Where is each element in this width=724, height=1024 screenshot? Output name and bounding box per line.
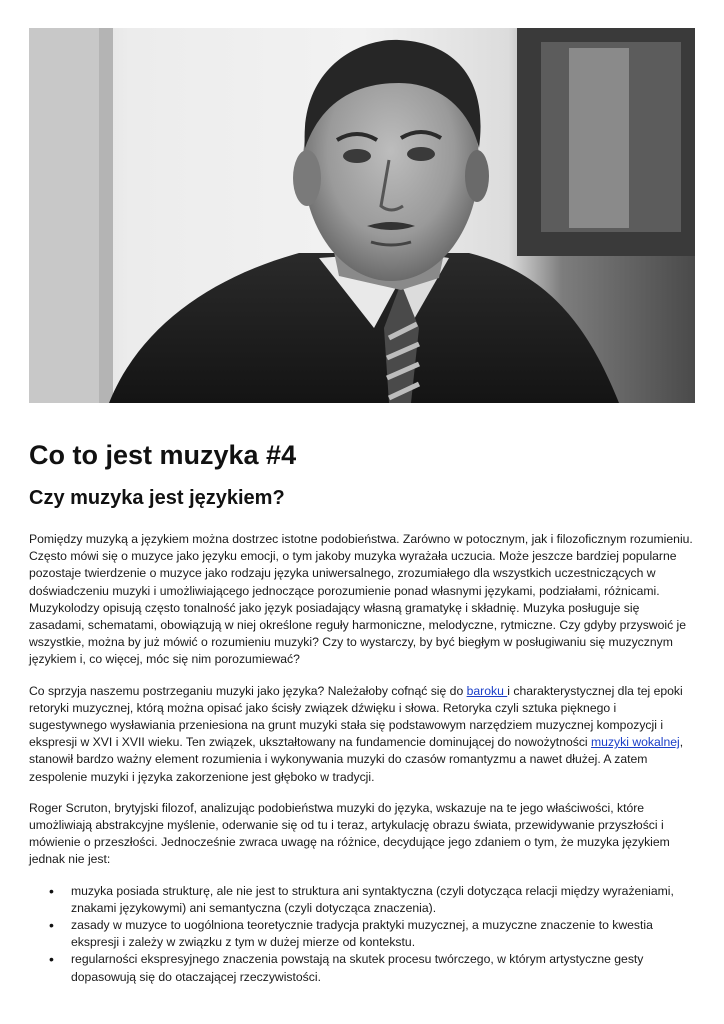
- article-title: Co to jest muzyka #4: [29, 440, 297, 470]
- vocal-music-link[interactable]: muzyki wokalnej: [591, 735, 680, 750]
- bullet-list: [29, 883, 697, 986]
- list-item: • regularności ekspresyjnego znaczenia powstają na skutek procesu twórczego, w którym artystyczne gesty dopasowują się do otaczającej rzeczywistości.: [71, 951, 697, 985]
- list-item: • muzyka posiada strukturę, ale nie jest to struktura ani syntaktyczna (czyli dotycząca relacji między wyrażeniami, znakami językowymi) ani semantyczna (czyli dotycząca znaczenia).: [71, 883, 697, 917]
- paragraph-2-text-b: i charakterystycznej dla tej epoki retoryki muzycznej, którą można opisać jako ścisły związek dźwięku i słowa. Retoryka czyli sztuka pięknego i sugestywnego wysławiania przeniesiona na grunt muzyki stała się podstawowym narzędziem muzycznej kompozycji i ekspresji w XVI i XVII wieku. Ten związek, ukształtowany na fundamencie dominującej do nowożytności: [29, 683, 683, 750]
- paragraph-2-text-a: Co sprzyja naszemu postrzeganiu muzyki jako języka? Należałoby cofnąć się do: [29, 683, 467, 698]
- portrait-illustration: [29, 28, 695, 403]
- paragraph-1: Pomiędzy muzyką a językiem można dostrzec istotne podobieństwa. Zarówno w potocznym, jak i filozoficznym rozumieniu. Często mówi się o muzyce jako języku emocji, o tym jakoby muzyka wyrażała uczucia. Może jeszcze bardziej popularne pozostaje twierdzenie o muzyce jako rodzaju języka uniwersalnego, zrozumiałego dla wszystkich uczestniczących w doświadczeniu muzyki i umożliwiającego jednoczące porozumienie ponad własnymi językami, podziałami, różnicami. Muzykolodzy opisują często tonalność jako język posiadający własną gramatykę i składnię. Muzyka posługuje się zasadami, schematami, obowiązują w niej określone reguły harmoniczne, melodyczne, rytmiczne. Czy gdyby przyswoić je wszystkie, można by już mówić o rozumieniu muzyki? Czy to wystarczy, by być biegłym w posługiwaniu się muzycznym językiem i, co więcej, móc się nim porozumiewać?: [29, 532, 693, 667]
- paragraph-2-text-c: , stanowił bardzo ważny element rozumienia i wykonywania muzyki do czasów romantyzmu a nawet dłużej. A zatem zespolenie muzyki i języka zakorzenione jest głęboko w tradycji.: [29, 735, 684, 784]
- article: [29, 438, 697, 986]
- article-subtitle: Czy muzyka jest językiem?: [29, 487, 285, 509]
- portrait-photo: [29, 28, 695, 403]
- list-item: • zasady w muzyce to uogólniona teoretycznie tradycja praktyki muzycznej, a muzyczne znaczenie to kwestia ekspresji i zależy w związku z tym w dużej mierze od kontekstu.: [71, 917, 697, 951]
- baroque-link[interactable]: baroku: [466, 683, 508, 698]
- paragraph-2: [29, 683, 697, 786]
- paragraph-3: Roger Scruton, brytyjski filozof, analizując podobieństwa muzyki do języka, wskazuje na te jego właściwości, które umożliwiają abstrakcyjne myślenie, oderwanie się od tu i teraz, artykulację obrazu świata, przewidywanie przyszłości i mówienie o przeszłości. Jednocześnie zwraca uwagę na różnice, decydujące jego zdaniem o tym, że muzyka językiem jednak nie jest:: [29, 800, 670, 867]
